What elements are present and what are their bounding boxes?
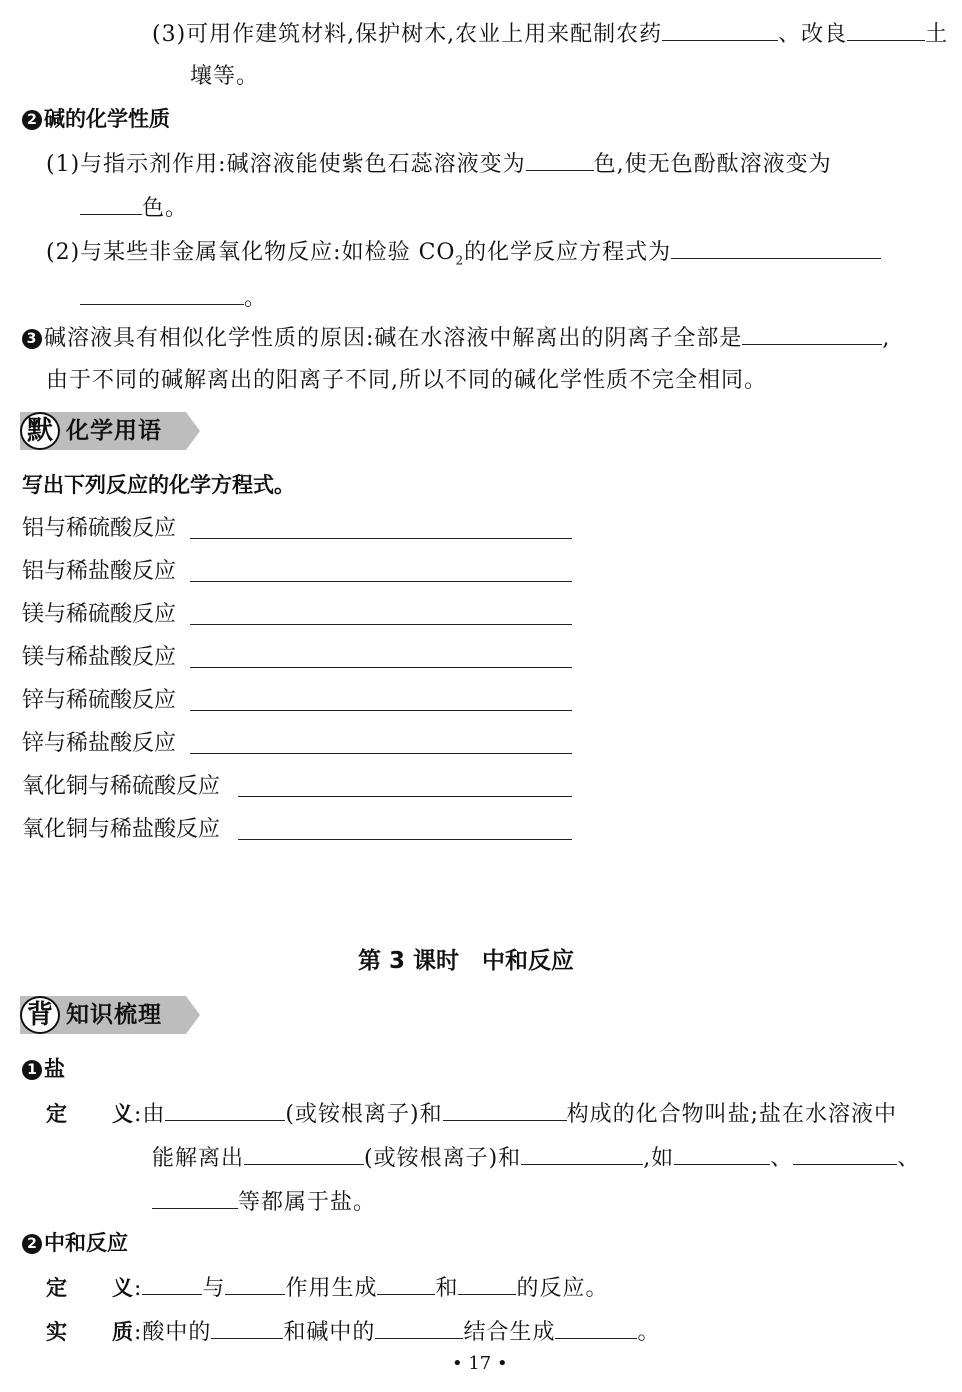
salt-def-line2: 能解离出 (或铵根离子)和 ,如 、 、 [152, 1142, 920, 1174]
answer-blank[interactable] [165, 1098, 285, 1121]
salt-def-line1: 定 义:由 (或铵根离子)和 构成的化合物叫盐;盐在水溶液中 [46, 1098, 897, 1130]
lesson-title: 第 3 课时 中和反应 [358, 948, 575, 974]
answer-blank[interactable] [80, 192, 142, 215]
item3-line2: 壤等。 [190, 64, 260, 89]
equation-label: 镁与稀盐酸反应 [22, 645, 177, 670]
equation-answer-line[interactable] [190, 710, 572, 711]
answer-blank[interactable] [375, 1316, 463, 1339]
equation-label: 锌与稀硫酸反应 [22, 688, 177, 713]
neutral-def: 定 义: 与 作用生成 和 的反应。 [46, 1272, 608, 1304]
equation-item [22, 772, 220, 802]
reason-line2: 由于不同的碱解离出的阳离子不同,所以不同的碱化学性质不完全相同。 [46, 368, 767, 393]
answer-blank[interactable] [225, 1272, 285, 1295]
equation-answer-line[interactable] [190, 538, 572, 539]
number-2-icon: 2 [22, 110, 42, 130]
equation-item [22, 514, 176, 544]
answer-blank[interactable] [458, 1272, 516, 1295]
answer-blank[interactable] [674, 1142, 770, 1165]
number-1-icon: 1 [22, 1060, 42, 1080]
equation-item [22, 815, 220, 845]
answer-blank[interactable] [793, 1142, 897, 1165]
answer-blank[interactable] [142, 1272, 202, 1295]
equation-label: 镁与稀硫酸反应 [22, 602, 177, 627]
equation-answer-line[interactable] [238, 796, 572, 797]
answer-blank[interactable] [662, 18, 778, 41]
equation-label: 锌与稀盐酸反应 [22, 731, 177, 756]
section-heading-neutral: 2 中和反应 [22, 1228, 128, 1258]
equation-answer-line[interactable] [190, 624, 572, 625]
equation-answer-line[interactable] [190, 581, 572, 582]
neutral-essence: 实 质:酸中的 和碱中的 结合生成 。 [46, 1316, 660, 1348]
section-heading-salt: 1 盐 [22, 1054, 65, 1084]
section-heading-base-chem: 2 碱的化学性质 [22, 104, 170, 134]
reason-line1: 3 碱溶液具有相似化学性质的原因:碱在水溶液中解离出的阴离子全部是 , [22, 322, 890, 354]
answer-blank[interactable] [443, 1098, 567, 1121]
section-banner-knowledge [20, 996, 200, 1034]
equation-item [22, 686, 176, 716]
answer-blank[interactable] [526, 148, 594, 171]
page-number: • 17 • [452, 1353, 508, 1374]
answer-blank[interactable] [555, 1316, 637, 1339]
banner-label: 化学用语 [66, 418, 162, 444]
equation-item [22, 643, 176, 673]
equation-item [22, 729, 176, 759]
answer-blank[interactable] [671, 236, 881, 259]
answer-blank[interactable] [211, 1316, 283, 1339]
equation-answer-line[interactable] [190, 667, 572, 668]
answer-blank[interactable] [80, 282, 244, 305]
answer-blank[interactable] [742, 322, 882, 345]
equation-answer-line[interactable] [190, 753, 572, 754]
mo-char-icon: 默 [20, 412, 60, 450]
number-2-icon: 2 [22, 1234, 42, 1254]
equation-answer-line[interactable] [238, 839, 572, 840]
answer-blank[interactable] [521, 1142, 643, 1165]
equation-label: 铝与稀盐酸反应 [22, 559, 177, 584]
section-banner-chem-terms [20, 412, 200, 450]
salt-def-line3: 等都属于盐。 [152, 1186, 376, 1218]
answer-blank[interactable] [847, 18, 925, 41]
base-chem-p1-end: 色。 [80, 192, 188, 224]
answer-blank[interactable] [244, 1142, 364, 1165]
number-3-icon: 3 [22, 329, 42, 349]
equation-label: 铝与稀硫酸反应 [22, 516, 177, 541]
banner-label: 知识梳理 [66, 1002, 162, 1028]
item3-line1: (3)可用作建筑材料,保护树木,农业上用来配制农药 、改良 土 [152, 18, 948, 50]
equation-label: 氧化铜与稀硫酸反应 [22, 774, 221, 799]
base-chem-p2: (2)与某些非金属氧化物反应:如检验 $CO_2$的化学反应方程式为 [46, 236, 881, 275]
equation-label: 氧化铜与稀盐酸反应 [22, 817, 221, 842]
answer-blank[interactable] [152, 1186, 238, 1209]
bei-char-icon: 背 [20, 996, 60, 1034]
base-chem-p1: (1)与指示剂作用:碱溶液能使紫色石蕊溶液变为 色,使无色酚酞溶液变为 [46, 148, 832, 180]
equation-item [22, 557, 176, 587]
answer-blank[interactable] [377, 1272, 435, 1295]
base-chem-p2-end: 。 [80, 282, 267, 314]
equations-intro: 写出下列反应的化学方程式。 [22, 473, 295, 497]
equation-item [22, 600, 176, 630]
